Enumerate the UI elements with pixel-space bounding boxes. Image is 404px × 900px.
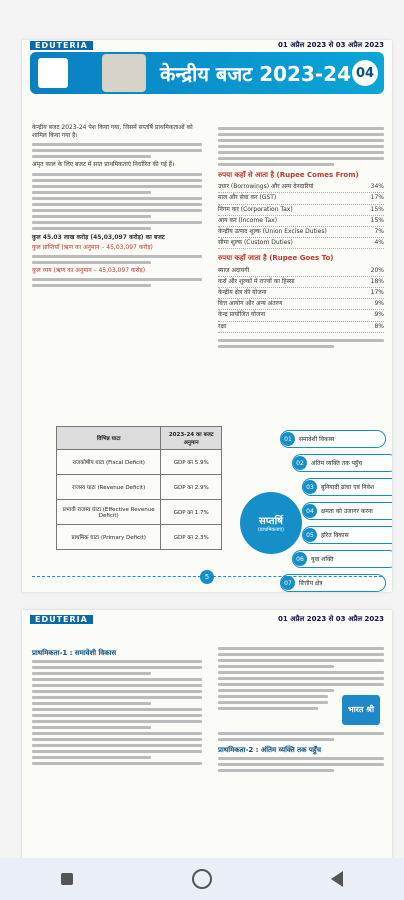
comes-pct: 4% (374, 239, 384, 247)
page-title: केन्द्रीय बजट 2023-24 (160, 61, 352, 86)
brand-label: EDUTERIA (30, 41, 93, 50)
goes-label: वित्त आयोग और अन्य अंतरण (218, 300, 283, 308)
budget-page-2 (22, 610, 392, 860)
comes-row (218, 227, 384, 238)
goes-pct: 18% (370, 277, 384, 285)
table-cell: GDP का 1.7% (161, 500, 222, 525)
table-row (57, 525, 222, 550)
comes-row (218, 193, 384, 204)
priority-number: 07 (281, 576, 295, 590)
goes-label: केन्द्रीय क्षेत्र की योजना (218, 289, 267, 297)
page2-header-strip (22, 614, 392, 624)
table-header: विभिन्न घाटा (57, 427, 161, 450)
table-cell: राजकोषीय घाटा (Fiscal Deficit) (57, 450, 161, 475)
recent-apps-button[interactable] (47, 864, 87, 894)
comes-label: आय कर (Income Tax) (218, 216, 278, 224)
priority-label: वित्तीय क्षेत्र (299, 580, 323, 587)
comes-label: माल और सेवा कर (GST) (218, 194, 277, 202)
priority-label: युवा शक्ति (311, 556, 334, 563)
page2-left-column (32, 644, 202, 768)
rupee-goes-heading: रुपया कहाँ जाता है (Rupee Goes To) (218, 254, 334, 263)
priority-label: क्षमता को उजागर करना (321, 508, 373, 515)
priority-label: समावेशी विकास (299, 436, 335, 443)
bullet-5: कुल व्यय (ऋण का अनुमान – 45,03,097 करोड़) (32, 267, 146, 275)
goes-label: करों और शुल्कों में राज्यों का हिस्सा (218, 277, 295, 285)
priority-item (292, 550, 392, 568)
table-cell: प्रभावी राजस्व घाटा (Effective Revenue Deficit) (57, 500, 161, 525)
wheel-title: सप्तर्षि (259, 516, 283, 527)
page-header-strip (22, 40, 392, 50)
logo-icon (38, 58, 68, 88)
priority-item (280, 430, 386, 448)
bharat-shri-badge: भारत श्री (342, 695, 380, 725)
comes-row (218, 216, 384, 227)
goes-row (218, 322, 384, 333)
table-cell: प्राथमिक घाटा (Primary Deficit) (57, 525, 161, 550)
priority-label: हरित विकास (321, 532, 349, 539)
priority-1-heading: प्राथमिकता-1 : समावेशी विकास (32, 649, 117, 657)
priority-number: 03 (303, 480, 317, 494)
circle-home-icon (192, 869, 212, 889)
table-cell: GDP का 2.9% (161, 475, 222, 500)
date-range: 01 अप्रैल 2023 से 03 अप्रैल 2023 (278, 40, 384, 49)
brand-label: EDUTERIA (30, 615, 93, 624)
priority-item (302, 526, 392, 544)
comes-label: निगम कर (Corporation Tax) (218, 205, 293, 213)
comes-row (218, 182, 384, 193)
comes-pct: 15% (370, 216, 384, 224)
table-row (57, 500, 222, 525)
table-cell: GDP का 5.9% (161, 450, 222, 475)
goes-pct: 9% (374, 311, 384, 319)
right-column (218, 124, 384, 351)
comes-pct: 15% (370, 205, 384, 213)
goes-pct: 9% (374, 300, 384, 308)
comes-pct: 17% (370, 194, 384, 202)
rupee-comes-list (218, 182, 384, 249)
table-header: 2023-24 का बजट अनुमान (161, 427, 222, 450)
goes-pct: 17% (370, 289, 384, 297)
priority-label: अंतिम व्यक्ति तक पहुँच (311, 460, 363, 467)
priority-label: बुनियादी ढांचा एवं निवेश (321, 484, 375, 491)
priority-number: 02 (293, 456, 307, 470)
minister-photo (102, 54, 146, 92)
deficit-table (56, 426, 222, 550)
square-icon (61, 873, 73, 885)
goes-row (218, 266, 384, 277)
comes-label: केन्द्रीय उत्पाद शुल्क (Union Excise Duties) (218, 228, 327, 236)
page-number: 5 (200, 570, 214, 584)
wheel-subtitle: (प्राथमिकताएं) (257, 527, 285, 533)
goes-row (218, 310, 384, 321)
table-row (57, 450, 222, 475)
priority-item (292, 454, 392, 472)
goes-label: रक्षा (218, 322, 227, 330)
comes-pct: 34% (370, 183, 384, 191)
title-banner (30, 52, 384, 94)
goes-label: केन्द्र प्रायोजित योजना (218, 311, 266, 319)
table-row (57, 475, 222, 500)
priority-item (302, 478, 392, 496)
back-button[interactable] (317, 864, 357, 894)
goes-label: ब्याज अदायगी (218, 266, 250, 274)
comes-label: उधार (Borrowings) और अन्य देनदारियां (218, 183, 314, 191)
goes-row (218, 277, 384, 288)
priority-number: 01 (281, 432, 295, 446)
budget-page-1 (22, 40, 392, 592)
priority-number: 06 (293, 552, 307, 566)
bullet-3: कुल 45.03 लाख करोड़ (45,03,097 करोड़) का बजट (32, 233, 165, 241)
goes-pct: 8% (374, 322, 384, 330)
priority-number: 05 (303, 528, 317, 542)
goes-row (218, 288, 384, 299)
home-button[interactable] (182, 864, 222, 894)
back-triangle-icon (331, 871, 343, 887)
goes-pct: 20% (370, 266, 384, 274)
priority-number: 04 (303, 504, 317, 518)
priority-item (302, 502, 392, 520)
bullet-2: अमृत काल के लिए बजट में सात प्राथमिकताएं निर्धारित की गई हैं। (32, 161, 175, 169)
left-column (32, 124, 202, 290)
bullet-1: केन्द्रीय बजट 2023-24 पेश किया गया, जिसमें सप्तर्षि प्राथमिकताओं को शामिल किया गया है। (32, 124, 193, 140)
table-cell: GDP का 2.3% (161, 525, 222, 550)
table-cell: राजस्व घाटा (Revenue Deficit) (57, 475, 161, 500)
comes-label: सीमा शुल्क (Custom Duties) (218, 239, 293, 247)
bullet-4: कुल प्राप्तियाँ (ऋण का अनुमान – 45,03,097 करोड़) (32, 243, 153, 251)
comes-pct: 7% (374, 228, 384, 236)
date-range: 01 अप्रैल 2023 से 03 अप्रैल 2023 (278, 614, 384, 623)
priority-2-heading: प्राथमिकता-2 : अंतिम व्यक्ति तक पहुँच (218, 746, 322, 754)
rupee-comes-heading: रुपया कहाँ से आता है (Rupee Comes From) (218, 171, 359, 179)
comes-row (218, 238, 384, 249)
comes-row (218, 205, 384, 216)
goes-row (218, 299, 384, 310)
chapter-number: 04 (352, 60, 378, 86)
system-nav-bar (0, 858, 404, 900)
page2-right-column (218, 644, 384, 775)
saptarishi-wheel (240, 492, 302, 554)
rupee-goes-list (218, 266, 384, 333)
